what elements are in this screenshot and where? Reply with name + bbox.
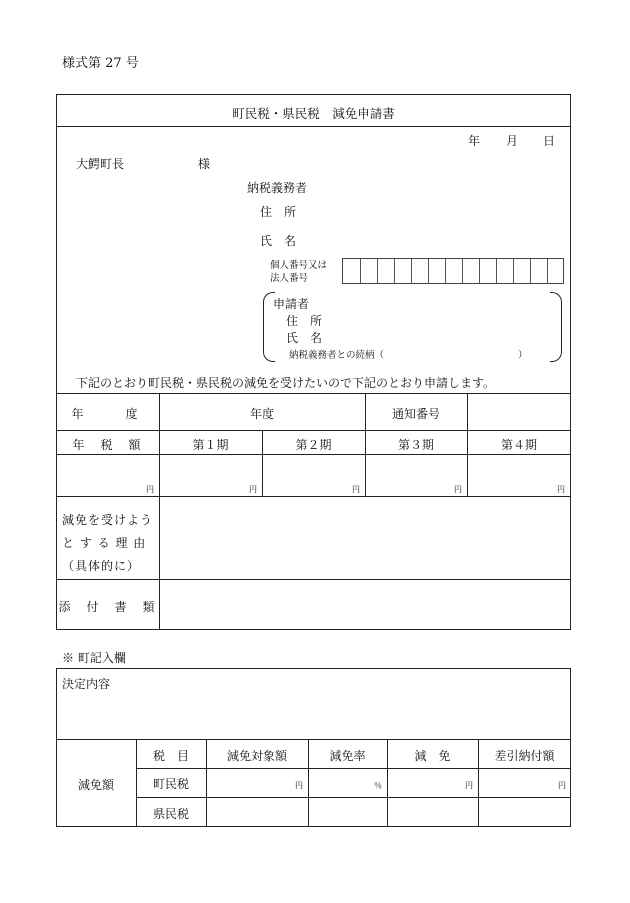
annual-tax-total-yen[interactable]: 円 bbox=[146, 485, 154, 494]
decision-field[interactable] bbox=[62, 690, 567, 738]
date-day[interactable]: 日 bbox=[543, 134, 556, 148]
town-net-yen[interactable]: 円 bbox=[558, 781, 566, 790]
applicant-relation-label: 納税義務者との続柄（ bbox=[289, 350, 385, 361]
taxpayer-number-label-1: 個人番号又は bbox=[270, 260, 328, 271]
form-number: 様式第 27 号 bbox=[62, 56, 139, 71]
annual-tax-label: 年 税 額 bbox=[72, 438, 143, 452]
town-reduction-yen[interactable]: 円 bbox=[465, 781, 473, 790]
period-2-yen[interactable]: 円 bbox=[352, 485, 360, 494]
taxpayer-heading: 納税義務者 bbox=[247, 181, 308, 195]
applicant-bracket-right bbox=[550, 292, 562, 362]
year-field[interactable]: 年度 bbox=[249, 407, 274, 421]
office-use-heading: ※ 町記入欄 bbox=[62, 651, 126, 665]
taxpayer-name-label: 氏 名 bbox=[260, 234, 297, 248]
row-prefectural-tax: 県民税 bbox=[152, 807, 189, 821]
reason-label: 減免を受けよう と す る 理 由 （具体的に） bbox=[62, 513, 154, 573]
row-town-tax: 町民税 bbox=[152, 777, 189, 791]
applicant-heading: 申請者 bbox=[273, 297, 310, 311]
col-reduction: 減 免 bbox=[414, 749, 451, 763]
town-target-yen[interactable]: 円 bbox=[295, 781, 303, 790]
col-tax-item: 税 目 bbox=[152, 749, 189, 763]
taxpayer-number-label-2: 法人番号 bbox=[270, 273, 309, 284]
period-4-yen[interactable]: 円 bbox=[557, 485, 565, 494]
period-2-label: 第２期 bbox=[295, 438, 332, 452]
col-reduction-target: 減免対象額 bbox=[226, 749, 287, 763]
period-3-yen[interactable]: 円 bbox=[454, 485, 462, 494]
period-1-label: 第１期 bbox=[192, 438, 229, 452]
year-label: 年 度 bbox=[71, 407, 144, 421]
col-reduction-rate: 減免率 bbox=[329, 749, 366, 763]
notice-number-field[interactable] bbox=[468, 394, 570, 430]
taxpayer-address-label: 住 所 bbox=[260, 205, 297, 219]
addressee-mayor: 大鰐町長 bbox=[76, 157, 125, 171]
addressee-sama: 様 bbox=[198, 157, 211, 171]
period-4-label: 第４期 bbox=[500, 438, 537, 452]
applicant-relation-close: ） bbox=[518, 350, 528, 361]
form-title: 町民税・県民税 減免申請書 bbox=[232, 106, 395, 121]
applicant-address-label: 住 所 bbox=[286, 314, 323, 328]
period-1-yen[interactable]: 円 bbox=[249, 485, 257, 494]
reduction-amount-label: 減免額 bbox=[77, 778, 114, 792]
notice-number-label: 通知番号 bbox=[391, 407, 440, 421]
reason-field[interactable] bbox=[160, 497, 570, 579]
decision-label: 決定内容 bbox=[62, 677, 111, 691]
col-net-payment: 差引納付額 bbox=[494, 749, 555, 763]
applicant-name-label: 氏 名 bbox=[286, 331, 323, 345]
attachments-label: 添 付 書 類 bbox=[58, 600, 157, 614]
period-3-label: 第３期 bbox=[397, 438, 434, 452]
individual-number-field[interactable] bbox=[342, 258, 564, 284]
date-month[interactable]: 月 bbox=[506, 134, 519, 148]
attachments-field[interactable] bbox=[160, 580, 570, 629]
request-statement: 下記のとおり町民税・県民税の減免を受けたいので下記のとおり申請します。 bbox=[76, 376, 496, 390]
title-divider bbox=[56, 126, 571, 127]
date-year[interactable]: 年 bbox=[468, 134, 481, 148]
town-rate-percent[interactable]: ％ bbox=[374, 781, 382, 790]
